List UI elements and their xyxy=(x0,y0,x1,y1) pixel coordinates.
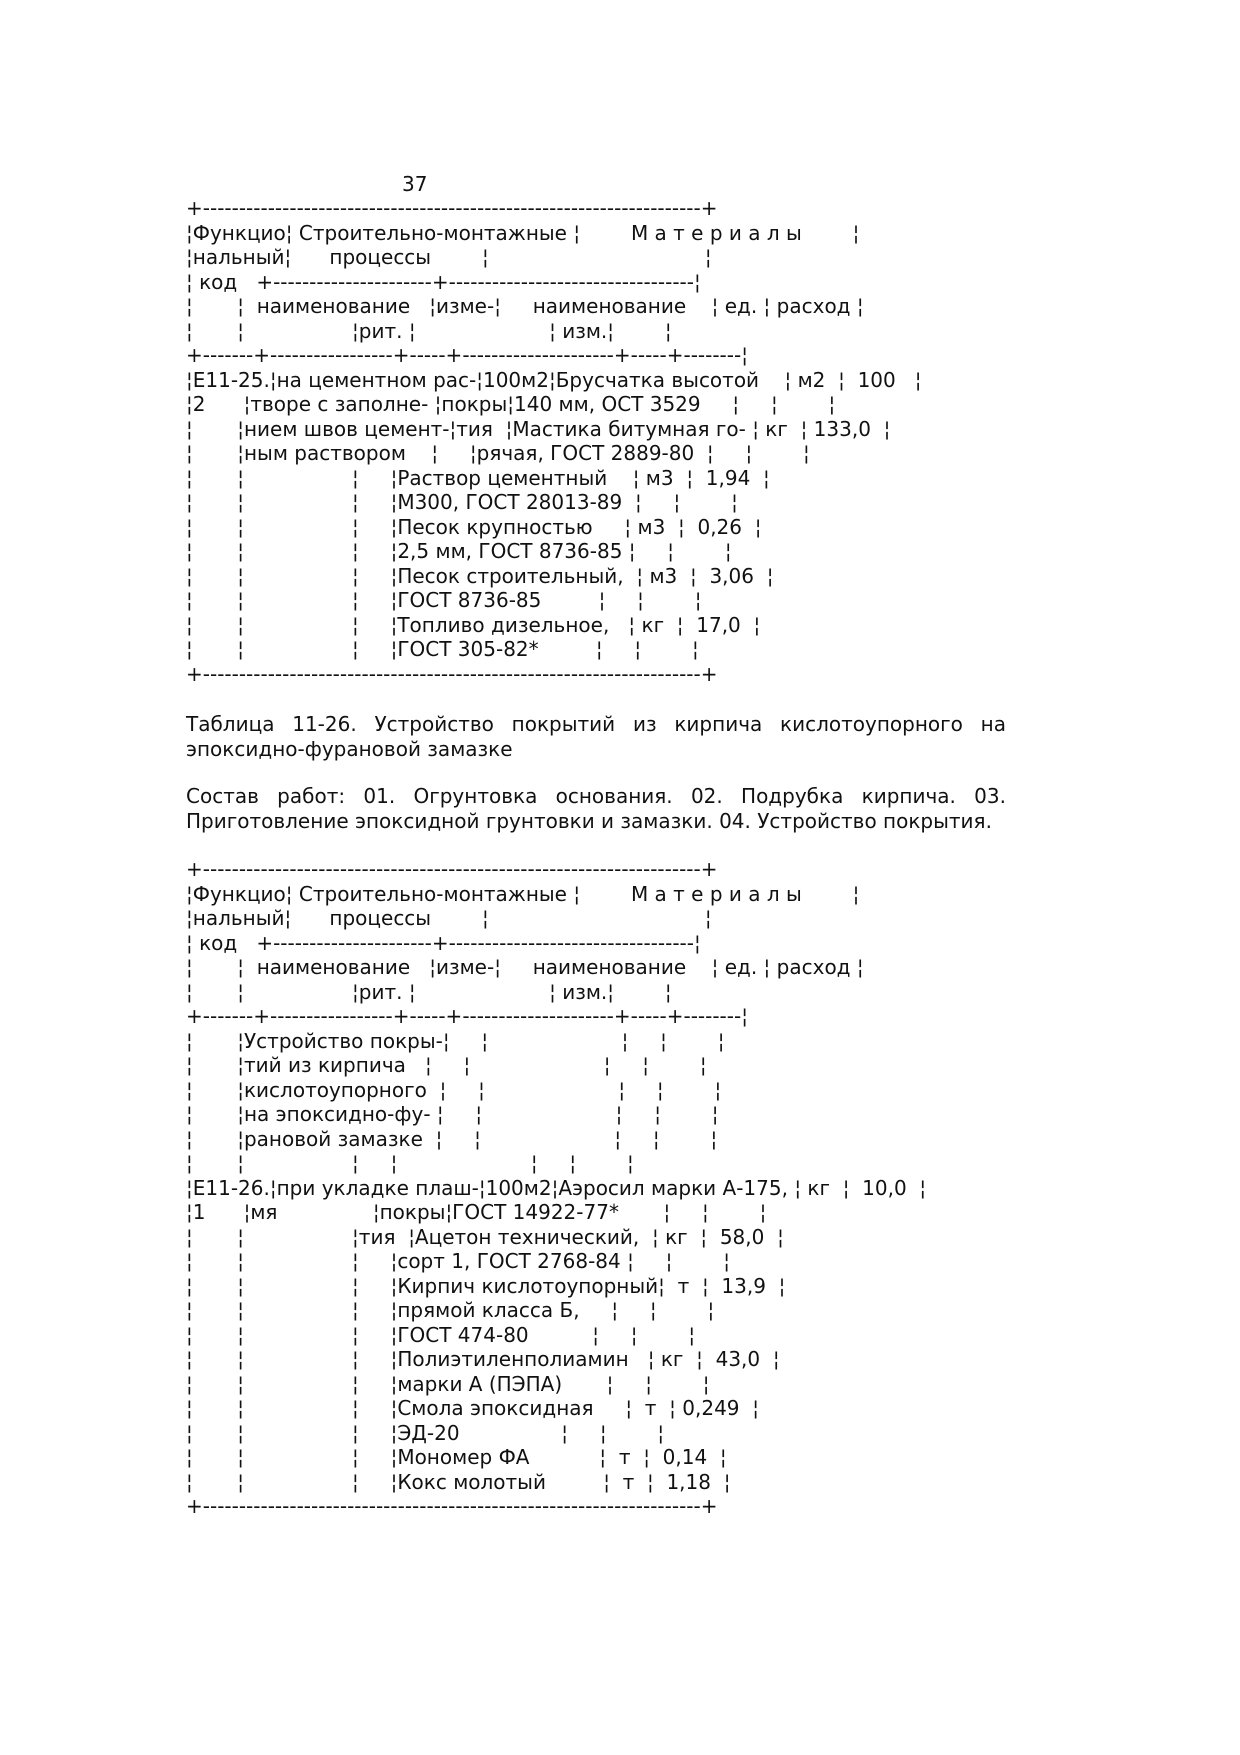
table-line: ¦ ¦ ¦ ¦сорт 1, ГОСТ 2768-84 ¦ ¦ ¦ xyxy=(186,1249,730,1273)
table-line: ¦Функцио¦ Строительно-монтажные ¦ М а т е р и а л ы ¦ xyxy=(186,220,860,245)
table-line: ¦ ¦ наименование ¦изме-¦ наименование ¦ ед. ¦ расход ¦ xyxy=(186,294,864,318)
table-line: ¦ ¦ ¦ ¦М300, ГОСТ 28013-89 ¦ ¦ ¦ xyxy=(186,490,738,514)
table-line: ¦ ¦ наименование ¦изме-¦ наименование ¦ ед. ¦ расход ¦ xyxy=(186,955,864,979)
materials-table-e11-26 xyxy=(186,857,926,1519)
table-line: ¦ ¦ ¦ ¦Смола эпоксидная ¦ т ¦ 0,249 ¦ xyxy=(186,1396,759,1420)
table-line: ¦ ¦нием швов цемент-¦тия ¦Мастика битумная го- ¦ кг ¦ 133,0 ¦ xyxy=(186,416,891,441)
table-line: ¦ ¦ ¦ ¦марки А (ПЭПА) ¦ ¦ ¦ xyxy=(186,1371,710,1396)
table-line: +---------------------------------------------------------------------+ xyxy=(186,661,718,686)
table-line: ¦1 ¦мя ¦покры¦ГОСТ 14922-77* ¦ ¦ ¦ xyxy=(186,1200,767,1224)
table-line: +---------------------------------------------------------------------+ xyxy=(186,196,718,220)
table-line: ¦ код +----------------------+----------------------------------¦ xyxy=(186,269,701,294)
table-line: ¦ ¦тий из кирпича ¦ ¦ ¦ ¦ ¦ xyxy=(186,1053,707,1077)
table-line: ¦ ¦рановой замазке ¦ ¦ ¦ ¦ ¦ xyxy=(186,1126,718,1151)
table-line: +-------+-----------------+-----+---------------------+-----+--------¦ xyxy=(186,1004,748,1028)
table-line: +---------------------------------------------------------------------+ xyxy=(186,1494,718,1518)
table-line: ¦2 ¦творе с заполне- ¦покры¦140 мм, ОСТ 3529 ¦ ¦ ¦ xyxy=(186,392,836,416)
table-line: ¦ ¦ ¦ ¦Полиэтиленполиамин ¦ кг ¦ 43,0 ¦ xyxy=(186,1347,780,1371)
table-line: ¦ код +----------------------+----------------------------------¦ xyxy=(186,930,701,955)
table-line: ¦ ¦ ¦ ¦ ¦ ¦ ¦ xyxy=(186,1151,634,1175)
table-line: ¦ ¦ ¦рит. ¦ ¦ изм.¦ ¦ xyxy=(186,979,672,1004)
table-line: ¦ ¦ ¦ ¦Кокс молотый ¦ т ¦ 1,18 ¦ xyxy=(186,1469,731,1494)
table-line: ¦ ¦ ¦тия ¦Ацетон технический, ¦ кг ¦ 58,0 ¦ xyxy=(186,1224,784,1249)
table-line: ¦ ¦ ¦ ¦ЭД-20 ¦ ¦ ¦ xyxy=(186,1420,665,1445)
page-number: 37 xyxy=(402,172,428,196)
table-line: ¦ ¦ным раствором ¦ ¦рячая, ГОСТ 2889-80 ¦ ¦ ¦ xyxy=(186,441,810,465)
table-line: ¦нальный¦ процессы ¦ ¦ xyxy=(186,906,712,930)
table-line: ¦ ¦ ¦ ¦2,5 мм, ГОСТ 8736-85 ¦ ¦ ¦ xyxy=(186,539,732,563)
table-line: ¦ ¦Устройство покры-¦ ¦ ¦ ¦ ¦ xyxy=(186,1028,725,1053)
table-line: ¦ ¦ ¦ ¦ГОСТ 474-80 ¦ ¦ ¦ xyxy=(186,1322,696,1347)
table-line: ¦Функцио¦ Строительно-монтажные ¦ М а т е р и а л ы ¦ xyxy=(186,881,860,906)
table-caption: Таблица 11-26. Устройство покрытий из кирпича кислотоупорного на эпоксидно-фурановой замазке xyxy=(186,712,1006,761)
table-line: ¦ ¦ ¦ ¦Песок строительный, ¦ м3 ¦ 3,06 ¦ xyxy=(186,563,774,588)
table-line: ¦ ¦ ¦ ¦Песок крупностью ¦ м3 ¦ 0,26 ¦ xyxy=(186,514,762,539)
table-line: ¦ ¦ ¦ ¦Мономер ФА ¦ т ¦ 0,14 ¦ xyxy=(186,1445,727,1469)
table-line: ¦ ¦ ¦ ¦Кирпич кислотоупорный¦ т ¦ 13,9 ¦ xyxy=(186,1273,786,1298)
table-line: ¦ ¦ ¦ ¦ГОСТ 8736-85 ¦ ¦ ¦ xyxy=(186,588,702,612)
table-line: ¦Е11-25.¦на цементном рас-¦100м2¦Брусчатка высотой ¦ м2 ¦ 100 ¦ xyxy=(186,367,922,392)
table-line: ¦ ¦ ¦ ¦ГОСТ 305-82* ¦ ¦ ¦ xyxy=(186,637,699,661)
table-line: +-------+-----------------+-----+---------------------+-----+--------¦ xyxy=(186,343,748,367)
work-composition: Состав работ: 01. Огрунтовка основания. 02. Подрубка кирпича. 03. Приготовление эпоксидной грунтовки и замазки. 04. Устройство покрытия. xyxy=(186,784,1006,833)
table-line: ¦ ¦на эпоксидно-фу- ¦ ¦ ¦ ¦ ¦ xyxy=(186,1102,719,1126)
table-line: ¦ ¦ ¦ ¦прямой класса Б, ¦ ¦ ¦ xyxy=(186,1298,715,1322)
table-line: ¦ ¦ ¦ ¦Раствор цементный ¦ м3 ¦ 1,94 ¦ xyxy=(186,465,770,490)
table-line: ¦ ¦кислотоупорного ¦ ¦ ¦ ¦ ¦ xyxy=(186,1077,722,1102)
materials-table-e11-25 xyxy=(186,196,922,686)
table-line: ¦Е11-26.¦при укладке плаш-¦100м2¦Аэросил марки А-175, ¦ кг ¦ 10,0 ¦ xyxy=(186,1175,927,1200)
table-line: ¦нальный¦ процессы ¦ ¦ xyxy=(186,245,712,269)
table-line: ¦ ¦ ¦рит. ¦ ¦ изм.¦ ¦ xyxy=(186,318,672,343)
table-line: +---------------------------------------------------------------------+ xyxy=(186,857,718,881)
table-line: ¦ ¦ ¦ ¦Топливо дизельное, ¦ кг ¦ 17,0 ¦ xyxy=(186,612,761,637)
